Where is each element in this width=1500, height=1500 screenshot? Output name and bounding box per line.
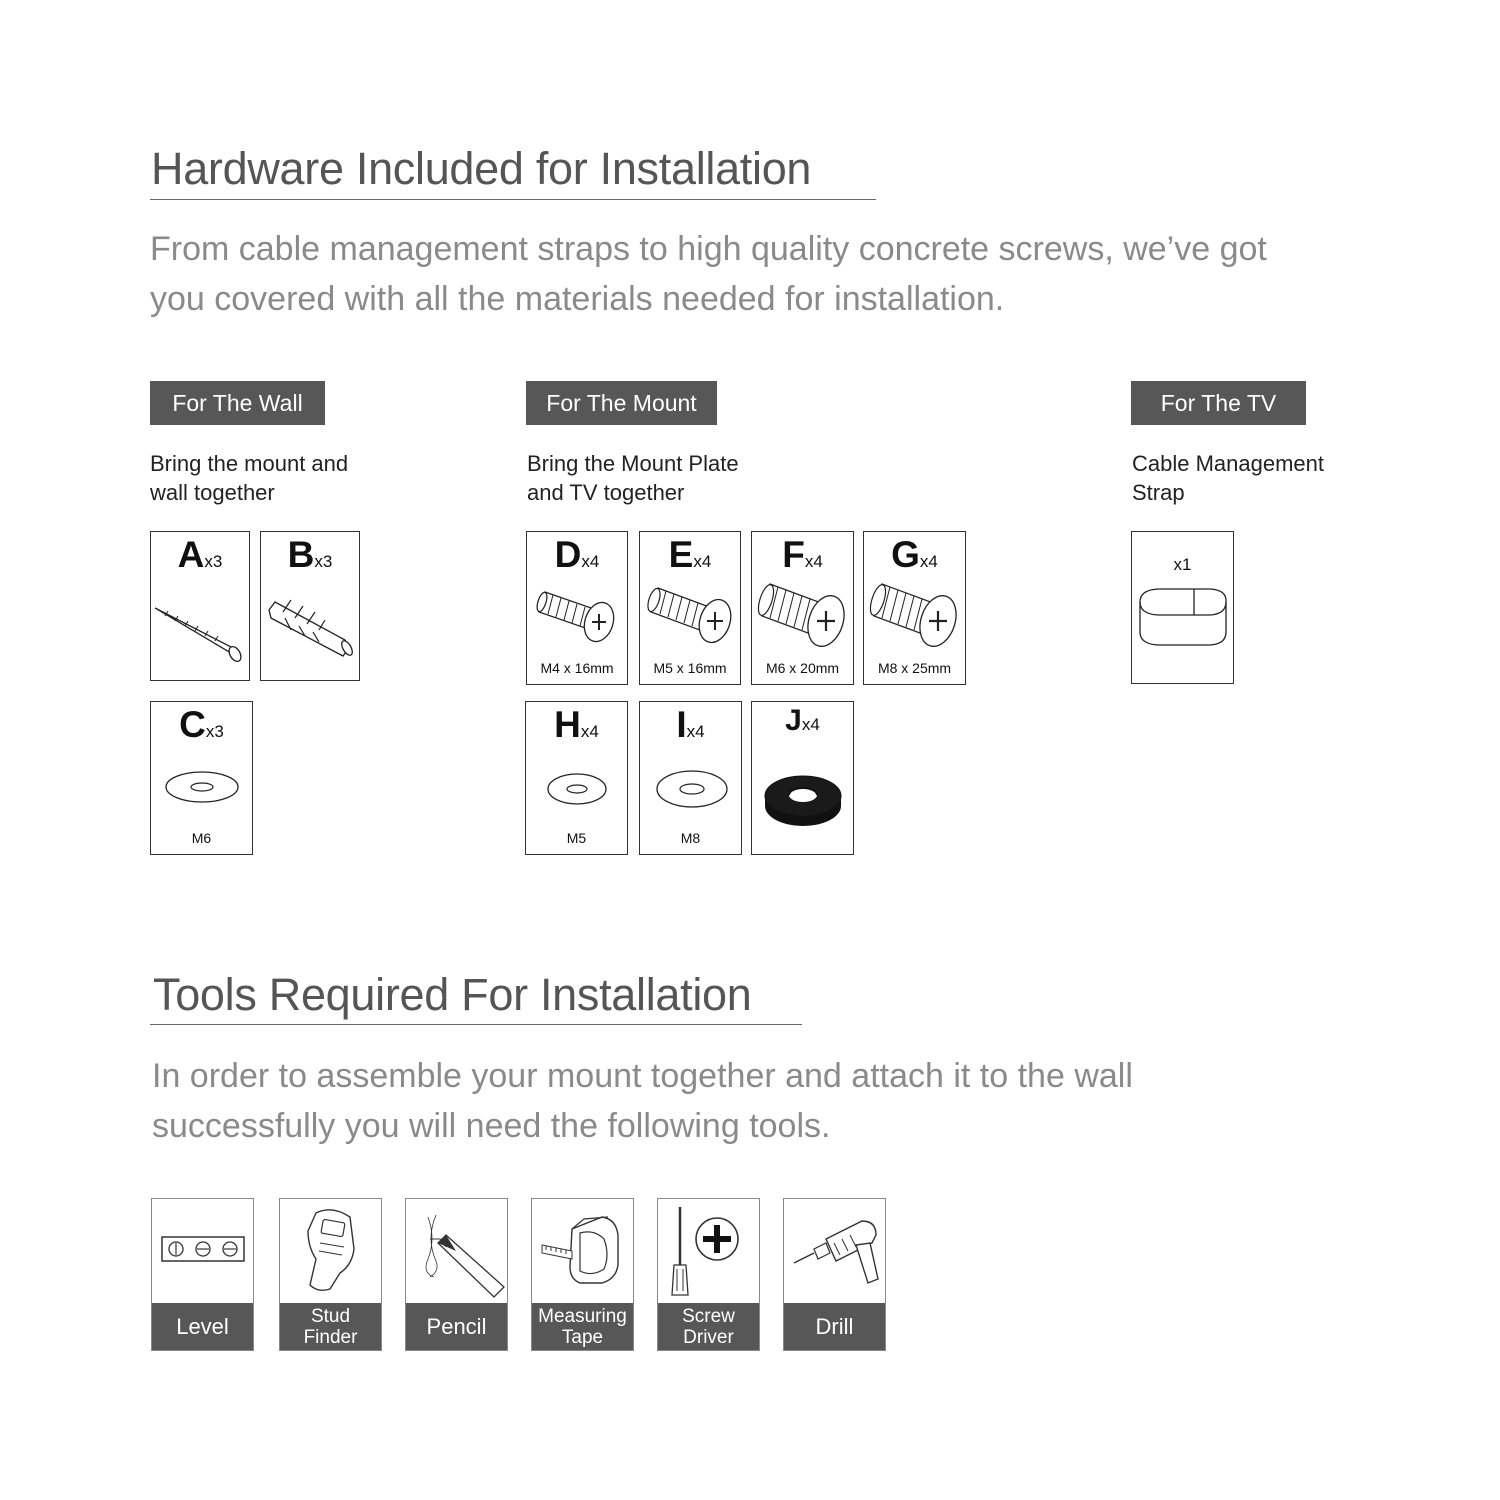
tv-description (1132, 449, 1324, 507)
wall-description-line2: wall together (150, 480, 275, 505)
hardware-item-c (150, 701, 253, 855)
hardware-item-a (150, 531, 250, 681)
tool-label (152, 1303, 253, 1350)
item-qty: x4 (686, 722, 705, 741)
tool-label-text: Measuring Tape (538, 1305, 627, 1348)
screwdriver-icon (658, 1199, 761, 1305)
item-qty: x4 (919, 552, 938, 571)
hardware-item-e (639, 531, 741, 685)
item-letter: G (891, 534, 920, 575)
hardware-intro-line2: you covered with all the materials needed for installation. (150, 280, 1005, 318)
tools-intro-line1: In order to assemble your mount together and attach it to the wall (152, 1057, 1133, 1095)
tool-label-text: Level (176, 1314, 229, 1339)
mount-description-line2: and TV together (527, 480, 685, 505)
item-qty: x1 (1173, 555, 1192, 574)
tag-for-the-tv: For The TV (1131, 381, 1306, 425)
mount-description-line1: Bring the Mount Plate (527, 451, 739, 476)
hardware-item-cable-strap (1131, 531, 1234, 684)
hardware-item-i (639, 701, 742, 855)
item-qty: x3 (205, 722, 224, 741)
tools-intro-line2: successfully you will need the following tools. (152, 1107, 831, 1145)
tool-stud-finder (279, 1198, 382, 1351)
item-size: M5 x 16mm (653, 660, 727, 676)
measuring-tape-icon (532, 1199, 635, 1305)
tool-drill (783, 1198, 886, 1351)
item-letter: J (785, 704, 802, 737)
item-letter: D (554, 534, 582, 575)
wall-description (150, 449, 348, 507)
pencil-icon (406, 1199, 509, 1305)
wall-description-line1: Bring the mount and (150, 451, 349, 476)
item-qty: x4 (580, 722, 599, 741)
hardware-item-h (525, 701, 628, 855)
tool-label (658, 1303, 759, 1350)
tool-pencil (405, 1198, 508, 1351)
level-icon (152, 1199, 255, 1305)
tool-label-text: Stud Finder (303, 1305, 358, 1348)
hardware-title: Hardware Included for Installation (151, 143, 812, 194)
tool-label-text: Screw Driver (682, 1305, 735, 1348)
item-letter: B (287, 534, 315, 575)
tag-for-the-wall: For The Wall (150, 381, 325, 425)
tools-title-underline (150, 1024, 802, 1025)
item-size: M8 (680, 830, 701, 846)
item-size: M5 (566, 830, 587, 846)
item-letter: H (554, 704, 581, 745)
spacer-icon (752, 702, 855, 856)
item-qty: x3 (314, 552, 333, 571)
hardware-title-underline (150, 199, 876, 200)
hardware-item-j (751, 701, 854, 855)
drill-icon (784, 1199, 887, 1305)
item-letter: E (668, 534, 694, 575)
cable-strap-icon (1132, 532, 1235, 685)
tool-label-text: Drill (815, 1314, 854, 1339)
wall-anchor-icon (261, 532, 361, 682)
hardware-intro-line1: From cable management straps to high quality concrete screws, we’ve got (150, 230, 1267, 268)
item-qty: x4 (581, 552, 600, 571)
item-size: M6 x 20mm (765, 660, 840, 676)
item-letter: I (676, 704, 687, 745)
tool-screwdriver (657, 1198, 760, 1351)
tool-label (406, 1303, 507, 1350)
item-size: M8 x 25mm (877, 660, 952, 676)
hardware-item-g (863, 531, 966, 685)
tool-label (280, 1303, 381, 1350)
hardware-item-d (526, 531, 628, 685)
item-letter: F (782, 534, 805, 575)
screw-icon (151, 532, 251, 682)
hardware-item-f (751, 531, 854, 685)
item-size: M6 (191, 830, 212, 846)
tools-title: Tools Required For Installation (153, 969, 752, 1020)
mount-description (527, 449, 739, 507)
item-qty: x4 (693, 552, 712, 571)
item-size: M4 x 16mm (540, 660, 614, 676)
tool-label (532, 1303, 633, 1350)
item-letter: C (179, 704, 206, 745)
tool-label-text: Pencil (426, 1314, 487, 1339)
tv-description-line2: Strap (1132, 480, 1185, 505)
item-letter: A (177, 534, 205, 575)
tool-level (151, 1198, 254, 1351)
item-qty: x4 (804, 552, 823, 571)
tool-measuring-tape (531, 1198, 634, 1351)
tool-label (784, 1303, 885, 1350)
stud-finder-icon (280, 1199, 383, 1305)
item-qty: x4 (801, 715, 820, 734)
tv-description-line1: Cable Management (1132, 451, 1325, 476)
item-qty: x3 (204, 552, 223, 571)
tag-for-the-mount: For The Mount (526, 381, 717, 425)
hardware-item-b (260, 531, 360, 681)
